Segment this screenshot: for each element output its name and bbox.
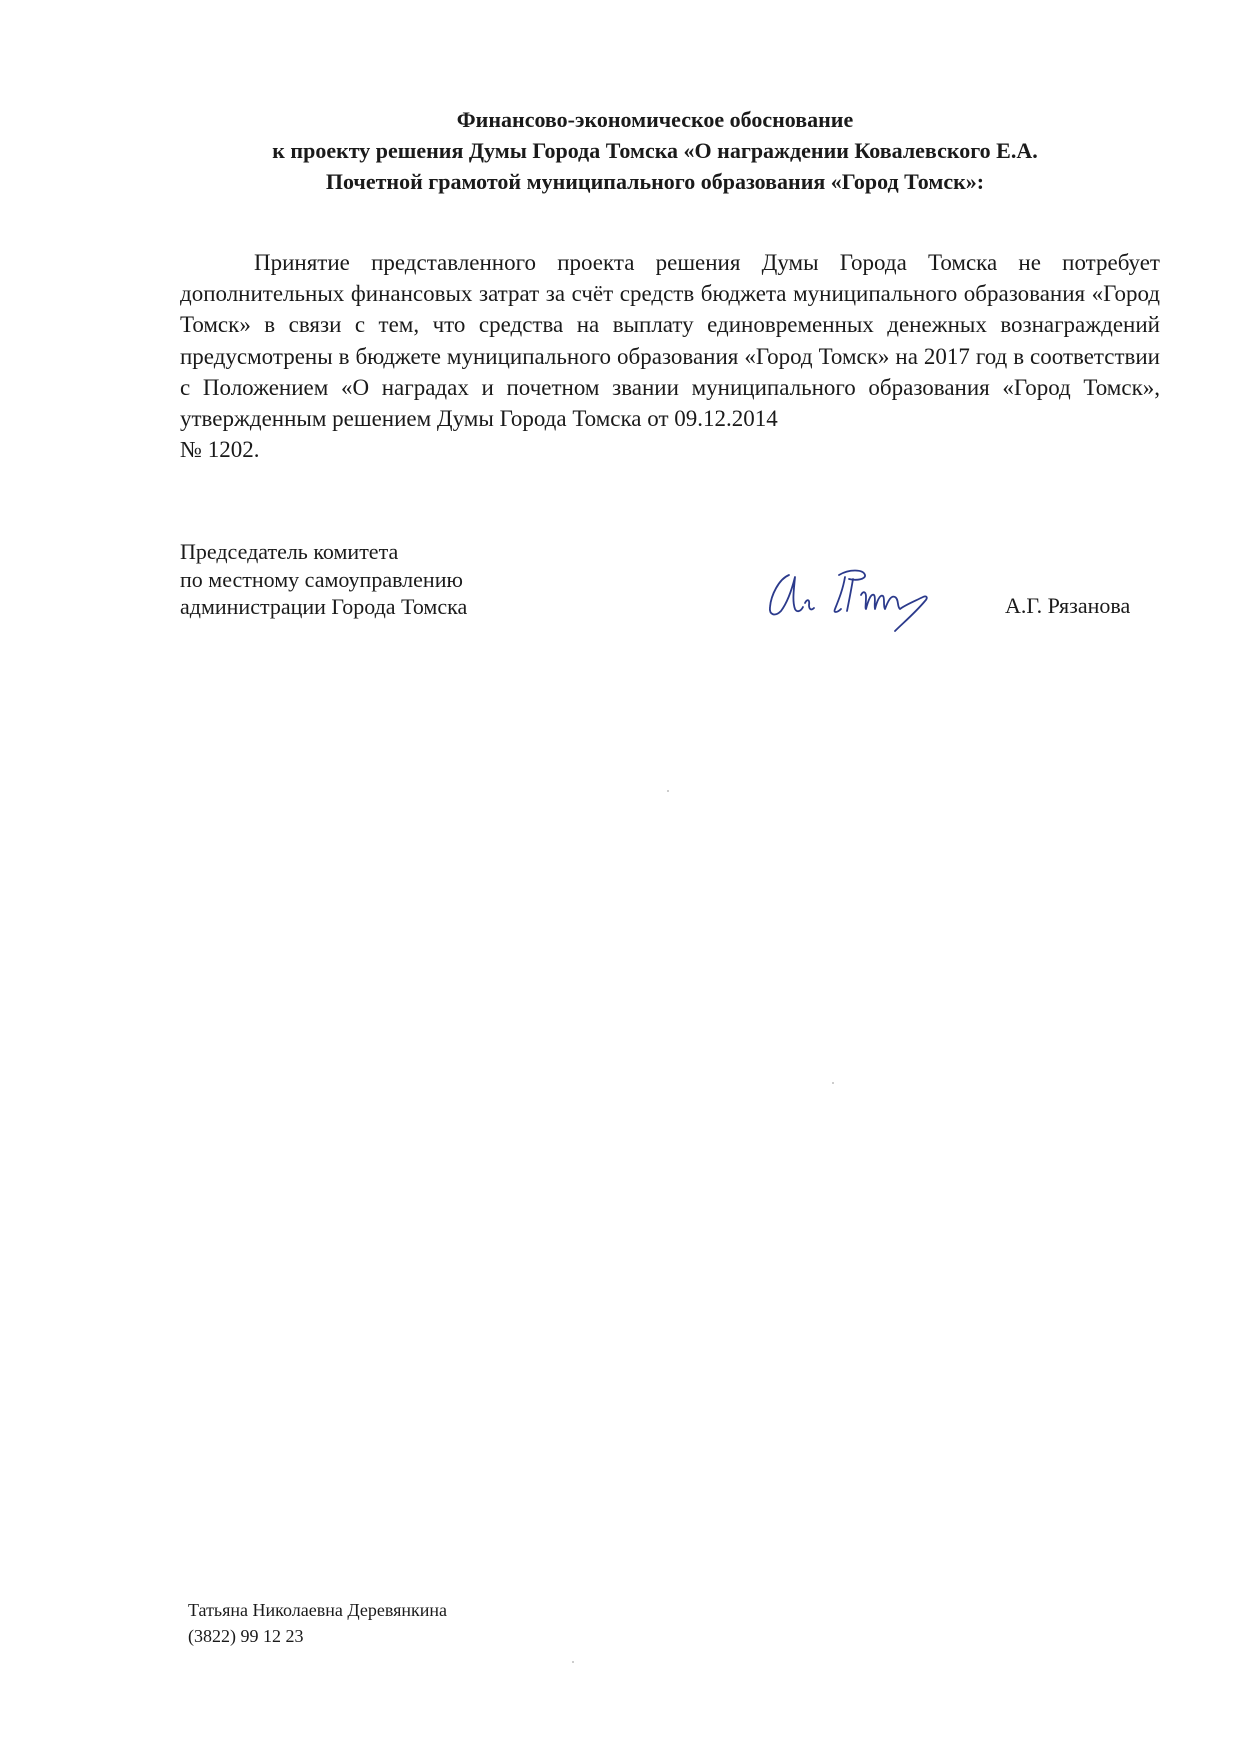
signer-name: А.Г. Рязанова bbox=[1005, 593, 1131, 618]
title-line-1: Финансово-экономическое обоснование bbox=[456, 107, 854, 132]
contact-block bbox=[188, 1597, 447, 1649]
body-paragraph bbox=[180, 247, 1160, 465]
body-paragraph-tail: № 1202. bbox=[180, 437, 260, 463]
signer-position-line-2: по местному самоуправлению bbox=[180, 566, 463, 592]
handwritten-signature bbox=[765, 565, 965, 645]
contact-phone: (3822) 99 12 23 bbox=[188, 1626, 304, 1646]
signer-position-line-1: Председатель комитета bbox=[180, 539, 399, 564]
document-title bbox=[150, 104, 1160, 197]
signer-position-line-3: администрации Города Томска bbox=[180, 594, 468, 619]
scan-speck bbox=[572, 1661, 574, 1663]
signature-drawing bbox=[765, 565, 965, 645]
contact-person: Татьяна Николаевна Деревянкина bbox=[188, 1600, 448, 1620]
title-line-3: Почетной грамотой муниципального образования «Город Томск»: bbox=[325, 169, 985, 194]
title-line-2: к проекту решения Думы Города Томска «О награждении Ковалевского Е.А. bbox=[272, 138, 1038, 163]
body-paragraph-text: Принятие представленного проекта решения Думы Города Томска не потребует дополнительных финансовых затрат за счёт средств бюджета муниципального образования «Город Томск» в связи с тем, что средства на выплату единовременных денежных вознаграждений предусмотрены в бюджете муниципального образования «Город Томск» на 2017 год в соответствии с Положением «О наградах и почетном звании муниципального образования «Город Томск», утвержденным решением Думы Города Томска от 09.12.2014 bbox=[180, 250, 1160, 432]
scan-speck bbox=[667, 790, 669, 792]
scan-speck bbox=[832, 1082, 834, 1084]
signer-position bbox=[180, 538, 467, 621]
